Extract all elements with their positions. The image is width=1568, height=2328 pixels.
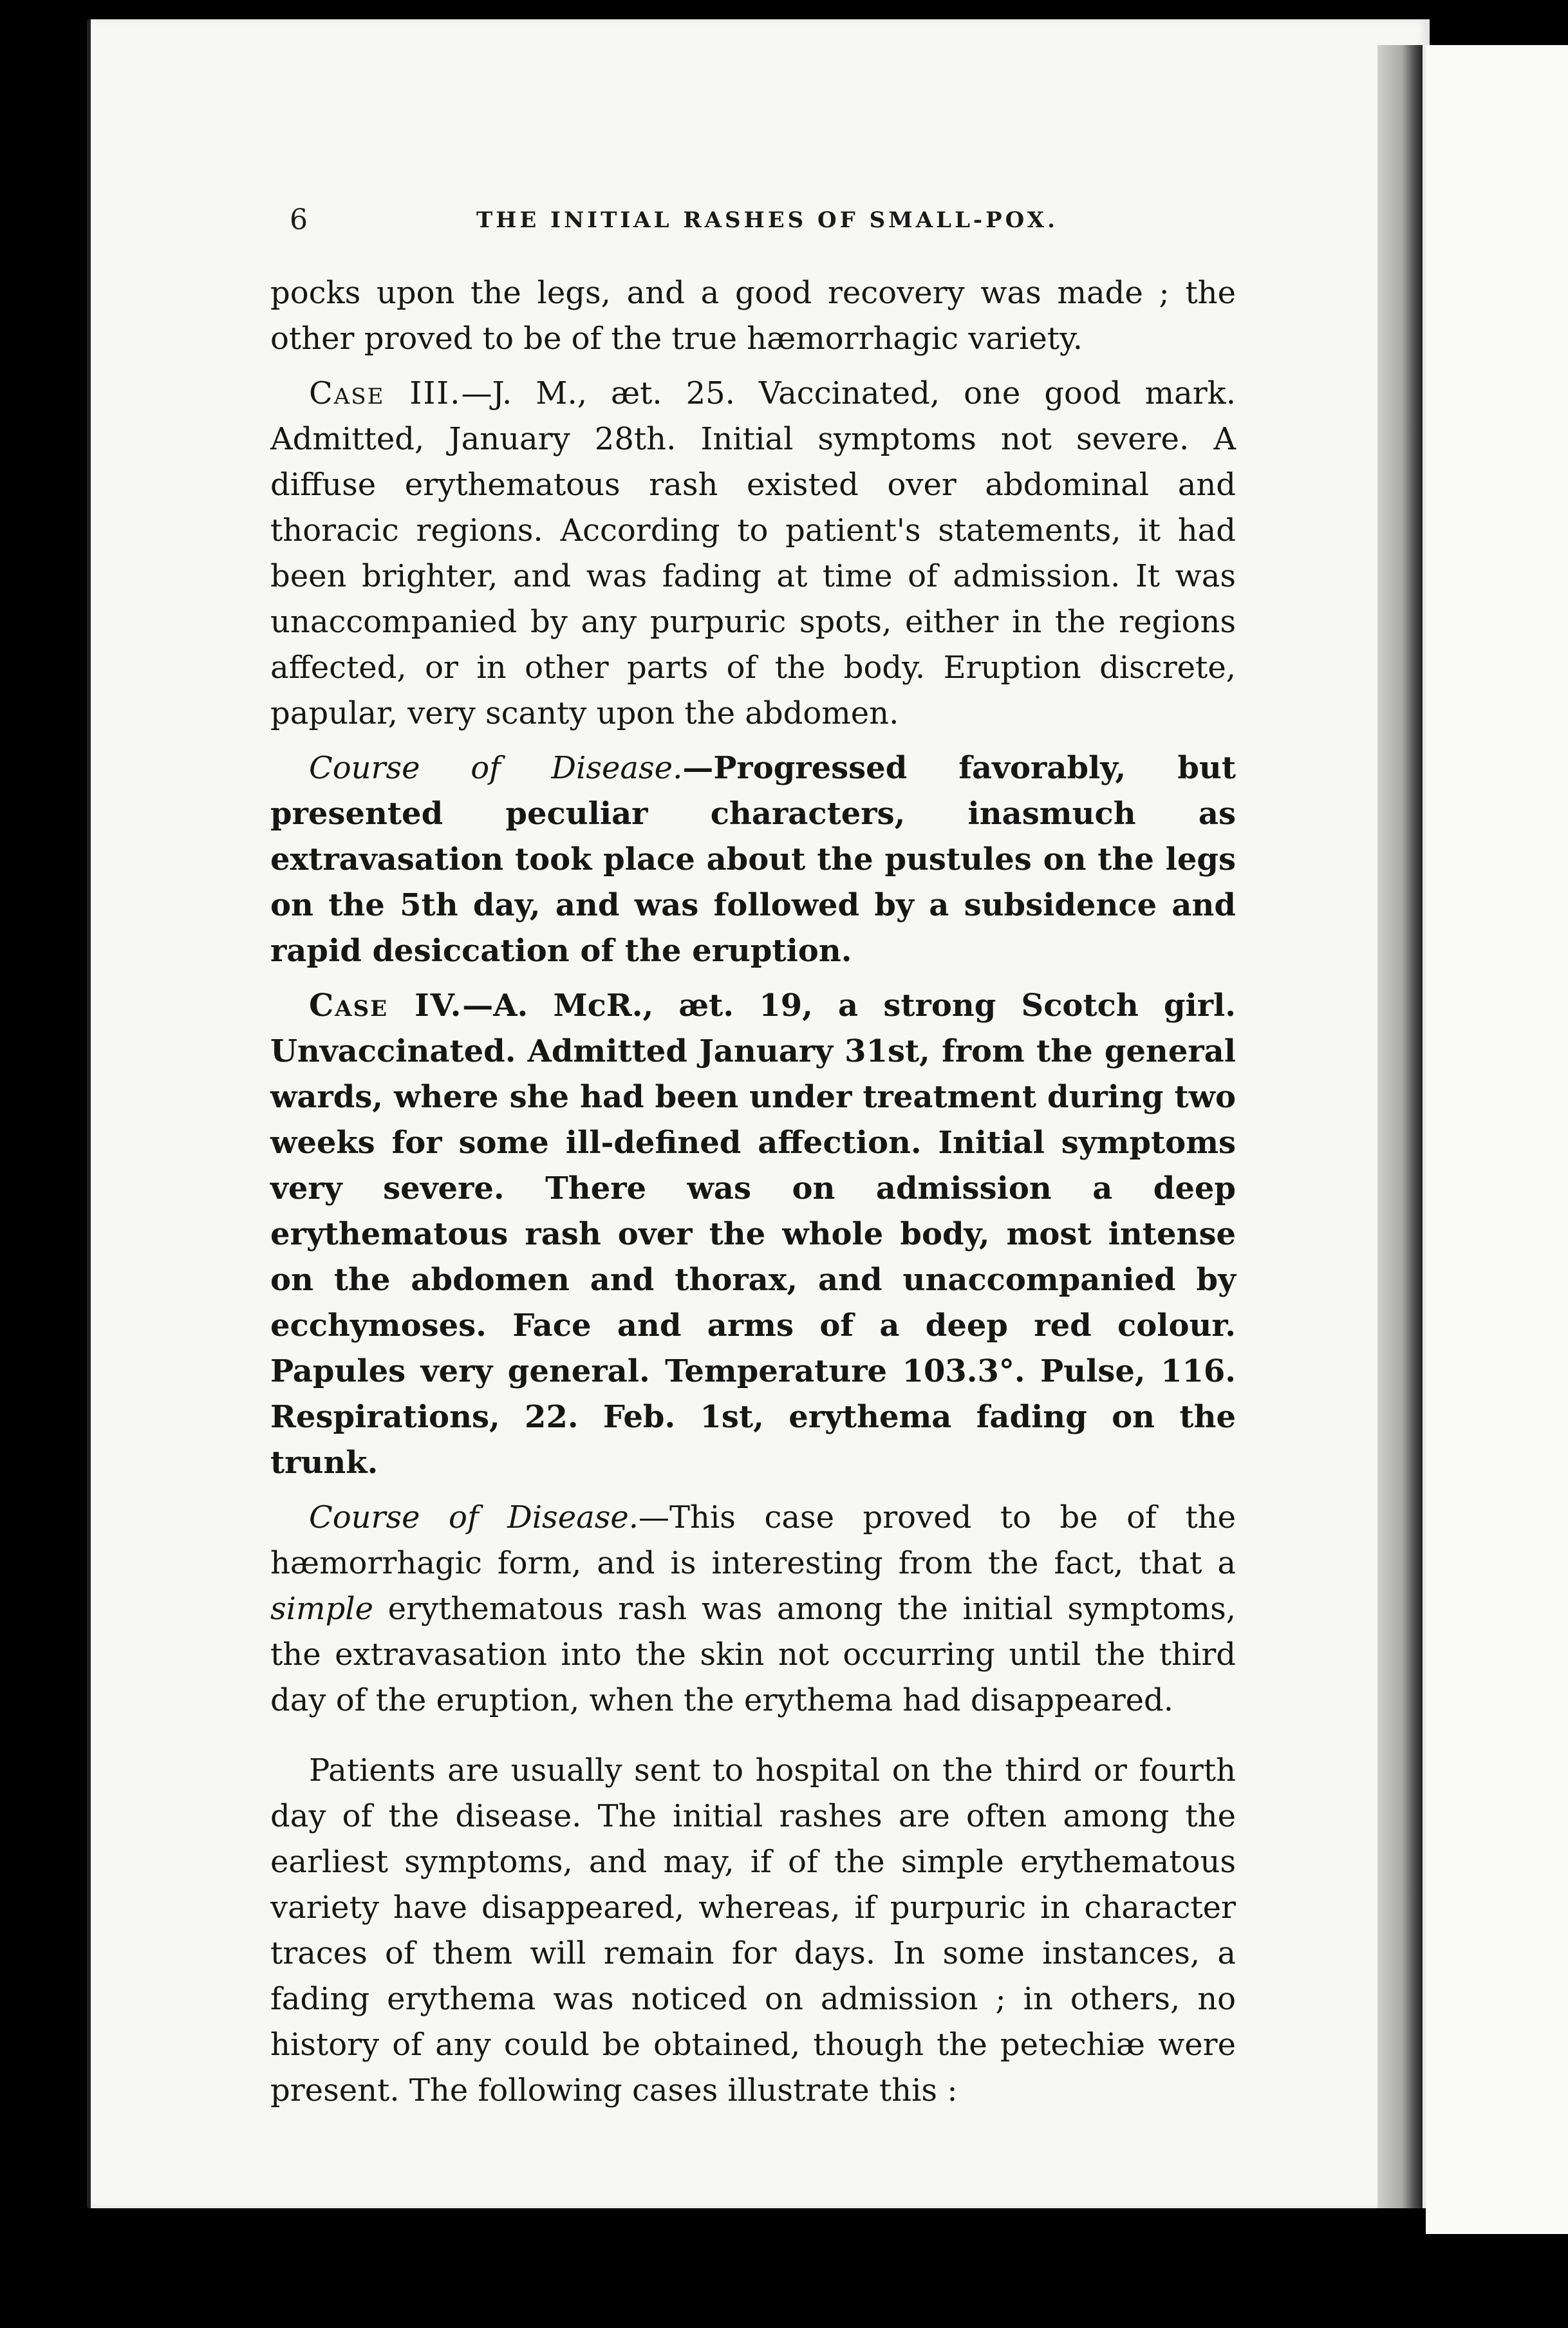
case-four-text: —A. McR., æt. 19, a strong Scotch girl. Unvaccinated. Admitted January 31st, from the general wards, where she had been under treatment during two weeks for some ill-defined affection. Initial symptoms very severe. There was on admission a deep erythematous rash over the whole body, most intense on the abdomen and thorax, and unaccompanied by ecchymoses. Face and arms of a deep red colour. Papules very general. Temperature 103.3°. Pulse, 116. Respirations, 22. Feb. 1st, erythema fading on the trunk.: [270, 988, 1236, 1481]
course-three-label: Course of Disease.: [309, 750, 683, 786]
paragraph-general: Patients are usually sent to hospital on the third or fourth day of the disease. The initial rashes are often among the earliest symptoms, and may, if of the simple erythematous variety have disappeared, whereas, if purpuric in character traces of them will remain for days. In some instances, a fading erythema was noticed on admission ; in others, no history of any could be obtained, though the petechiæ were present. The following cases illustrate this :: [270, 1752, 1236, 2108]
paragraph-course-four: [270, 1495, 1236, 1723]
running-title: THE INITIAL RASHES OF SMALL-POX.: [476, 207, 1058, 233]
page-header: [290, 201, 1242, 239]
body-text: [270, 270, 1236, 2123]
paragraph-continuation: pocks upon the legs, and a good recovery was made ; the other proved to be of the true hæmorrhagic variety.: [270, 275, 1236, 357]
facing-page-edge: [1426, 45, 1568, 2234]
case-four-label: Case IV.: [309, 988, 463, 1024]
page-number: 6: [290, 203, 308, 236]
case-three-text: —J. M., æt. 25. Vaccinated, one good mark. Admitted, January 28th. Initial symptoms not severe. A diffuse erythematous rash existed over abdominal and thoracic regions. According to patient's statements, it had been brighter, and was fading at time of admission. It was unaccompanied by any purpuric spots, either in the regions affected, or in other parts of the body. Eruption discrete, papular, very scanty upon the abdomen.: [270, 375, 1236, 731]
paragraph-spacer: [270, 1732, 1236, 1748]
course-four-emphasis: simple: [270, 1591, 373, 1627]
course-four-text-a: —This case proved to be of the hæmorrhagic form, and is interesting from the fact, that a: [270, 1499, 1236, 1581]
course-four-text-b: erythematous rash was among the initial symptoms, the extravasation into the skin not occurring until the third day of the eruption, when the erythema had disappeared.: [270, 1591, 1236, 1718]
course-three-text: —Progressed favorably, but presented peculiar characters, inasmuch as extravasation took place about the pustules on the legs on the 5th day, and was followed by a subsidence and rapid desiccation of the eruption.: [270, 750, 1236, 969]
course-four-label: Course of Disease.: [309, 1499, 639, 1535]
case-three-label: Case III.: [309, 375, 462, 411]
paragraph-case-four: [270, 983, 1236, 1486]
paragraph-course-three: [270, 746, 1236, 974]
page-gutter-shadow: [1377, 45, 1423, 2208]
paragraph-case-three: [270, 371, 1236, 737]
